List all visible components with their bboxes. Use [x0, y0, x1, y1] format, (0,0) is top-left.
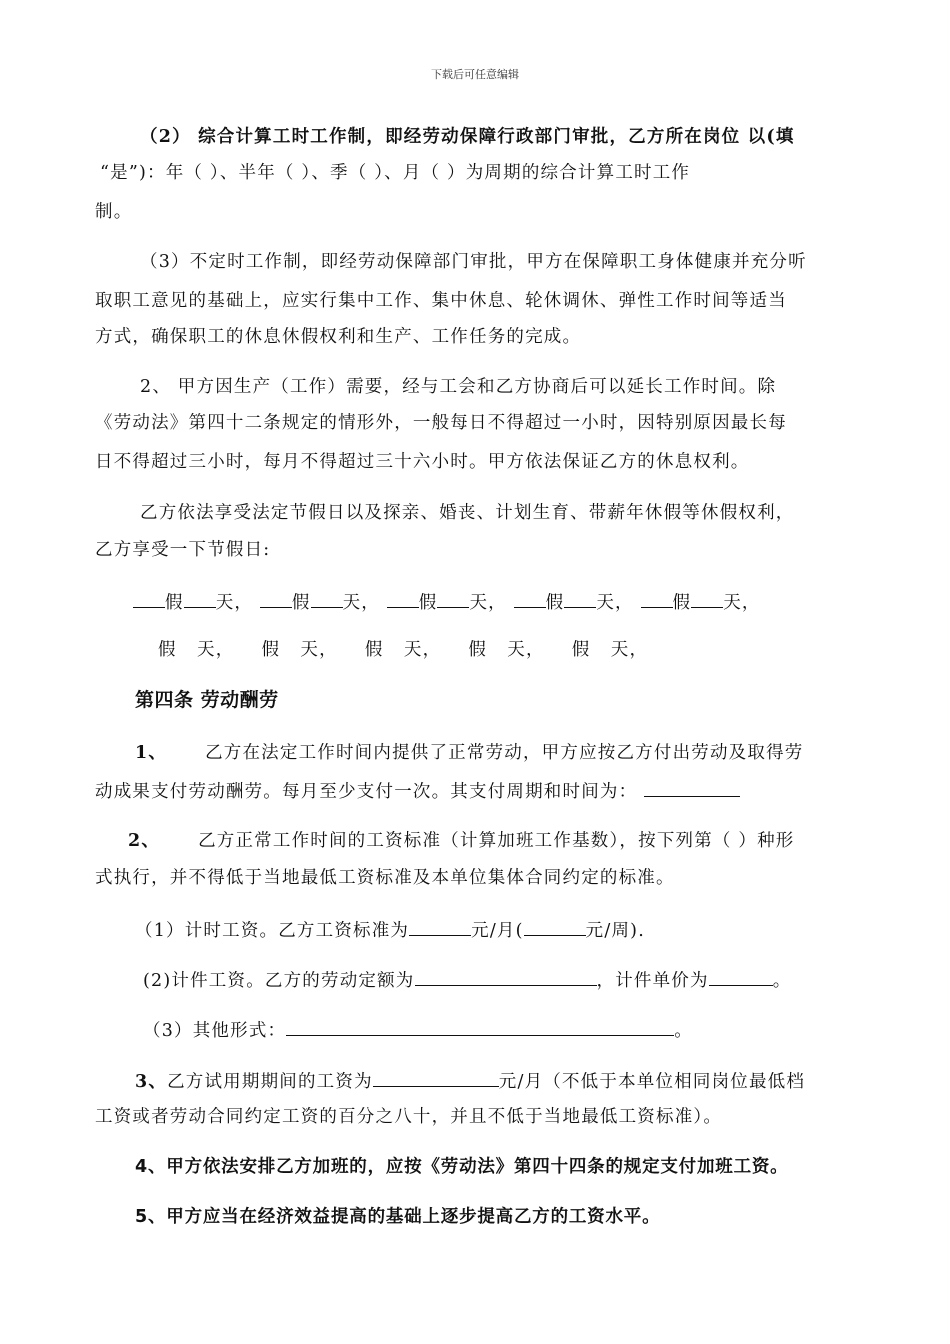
clause-3-line-3: 方式，确保职工的休息休假权利和生产、工作任务的完成。	[95, 327, 582, 347]
blank-holiday-name-1[interactable]	[133, 589, 165, 608]
holiday-line-2: 乙方享受一下节假日:	[95, 540, 271, 560]
blank-holiday-name-4[interactable]	[514, 589, 546, 608]
blank-other-form[interactable]	[286, 1017, 674, 1036]
blank-holiday-name-3[interactable]	[387, 589, 419, 608]
wage-form-1: （1）计时工资。乙方工资标准为 元/月( 元/周).	[135, 917, 855, 943]
wage-form-2: (2)计件工资。乙方的劳动定额为 ，计件单价为 。	[143, 967, 858, 993]
blank-holiday-days-1[interactable]	[184, 589, 216, 608]
blank-weekly-wage[interactable]	[524, 917, 586, 936]
blank-piece-rate[interactable]	[709, 967, 773, 986]
holiday-label-jia: 假	[418, 593, 438, 613]
item-2-line-2: 《劳动法》第四十二条规定的情形外，一般每日不得超过一小时，因特别原因最长每	[95, 413, 787, 433]
holiday-label-jia: 假	[545, 593, 565, 613]
blank-holiday-name-5[interactable]	[641, 589, 673, 608]
blank-holiday-days-4[interactable]	[564, 589, 596, 608]
s4-item-1-line-1: 1、 乙方在法定工作时间内提供了正常劳动，甲方应按乙方付出劳动及取得劳	[135, 743, 804, 763]
blank-monthly-wage[interactable]	[409, 917, 471, 936]
s4-item-3-line-2: 工资或者劳动合同约定工资的百分之八十，并且不低于当地最低工资标准）。	[95, 1107, 723, 1127]
holiday-label-tian: 天，	[596, 593, 634, 613]
holiday-line-1: 乙方依法享受法定节假日以及探亲、婚丧、计划生育、带薪年休假等休假权利，	[140, 503, 795, 523]
wage-form-3: （3）其他形式： 。	[143, 1017, 858, 1043]
holiday-label-jia: 假	[672, 593, 692, 613]
clause-3-line-2: 取职工意见的基础上，应实行集中工作、集中休息、轮休调休、弹性工作时间等适当	[95, 291, 787, 311]
s4-item-2-line-1: 2、 乙方正常工作时间的工资标准（计算加班工作基数），按下列第（ ）种形	[128, 831, 795, 851]
clause-2-line-2: “是”)：年（ ）、半年（ ）、季（ ）、月（ ）为周期的综合计算工时工作	[100, 163, 691, 183]
blank-labor-quota[interactable]	[415, 967, 597, 986]
clause-2-line-3: 制。	[95, 202, 133, 222]
blank-holiday-name-2[interactable]	[260, 589, 292, 608]
section-4-title: 第四条 劳动酬劳	[135, 689, 279, 711]
s4-item-3-line-1: 3、乙方试用期期间的工资为 元/月（不低于本单位相同岗位最低档	[135, 1068, 860, 1094]
holiday-blanks-row-1	[133, 589, 863, 615]
blank-pay-cycle[interactable]	[644, 778, 740, 797]
holiday-blanks-row-2: 假 天， 假 天， 假 天， 假 天， 假 天，	[158, 640, 649, 660]
holiday-label-jia: 假	[291, 593, 311, 613]
holiday-label-tian: 天，	[342, 593, 380, 613]
s4-item-1-line-2: 动成果支付劳动酬劳。每月至少支付一次。其支付周期和时间为：	[95, 778, 865, 804]
clause-2-line-1: （2） 综合计算工时工作制，即经劳动保障行政部门审批，乙方所在岗位 以(填	[140, 127, 795, 147]
holiday-label-tian: 天，	[215, 593, 254, 613]
item-2-line-3: 日不得超过三小时，每月不得超过三十六小时。甲方依法保证乙方的休息权利。	[95, 452, 750, 472]
s4-item-4: 4、甲方依法安排乙方加班的，应按《劳动法》第四十四条的规定支付加班工资。	[135, 1157, 789, 1177]
page-header: 下载后可任意编辑	[431, 68, 519, 81]
s4-item-2-line-2: 式执行，并不得低于当地最低工资标准及本单位集体合同约定的标准。	[95, 868, 675, 888]
blank-holiday-days-2[interactable]	[311, 589, 343, 608]
holiday-label-jia: 假	[165, 593, 184, 613]
item-2-line-1: 2、 甲方因生产（工作）需要，经与工会和乙方协商后可以延长工作时间。除	[140, 377, 777, 397]
blank-probation-wage[interactable]	[373, 1068, 499, 1087]
blank-holiday-days-5[interactable]	[691, 589, 723, 608]
holiday-label-tian: 天，	[723, 593, 761, 613]
holiday-label-tian: 天，	[469, 593, 507, 613]
clause-3-line-1: （3）不定时工作制，即经劳动保障部门审批，甲方在保障职工身体健康并充分听	[140, 252, 807, 272]
blank-holiday-days-3[interactable]	[437, 589, 469, 608]
s4-item-5: 5、甲方应当在经济效益提高的基础上逐步提高乙方的工资水平。	[135, 1207, 661, 1227]
